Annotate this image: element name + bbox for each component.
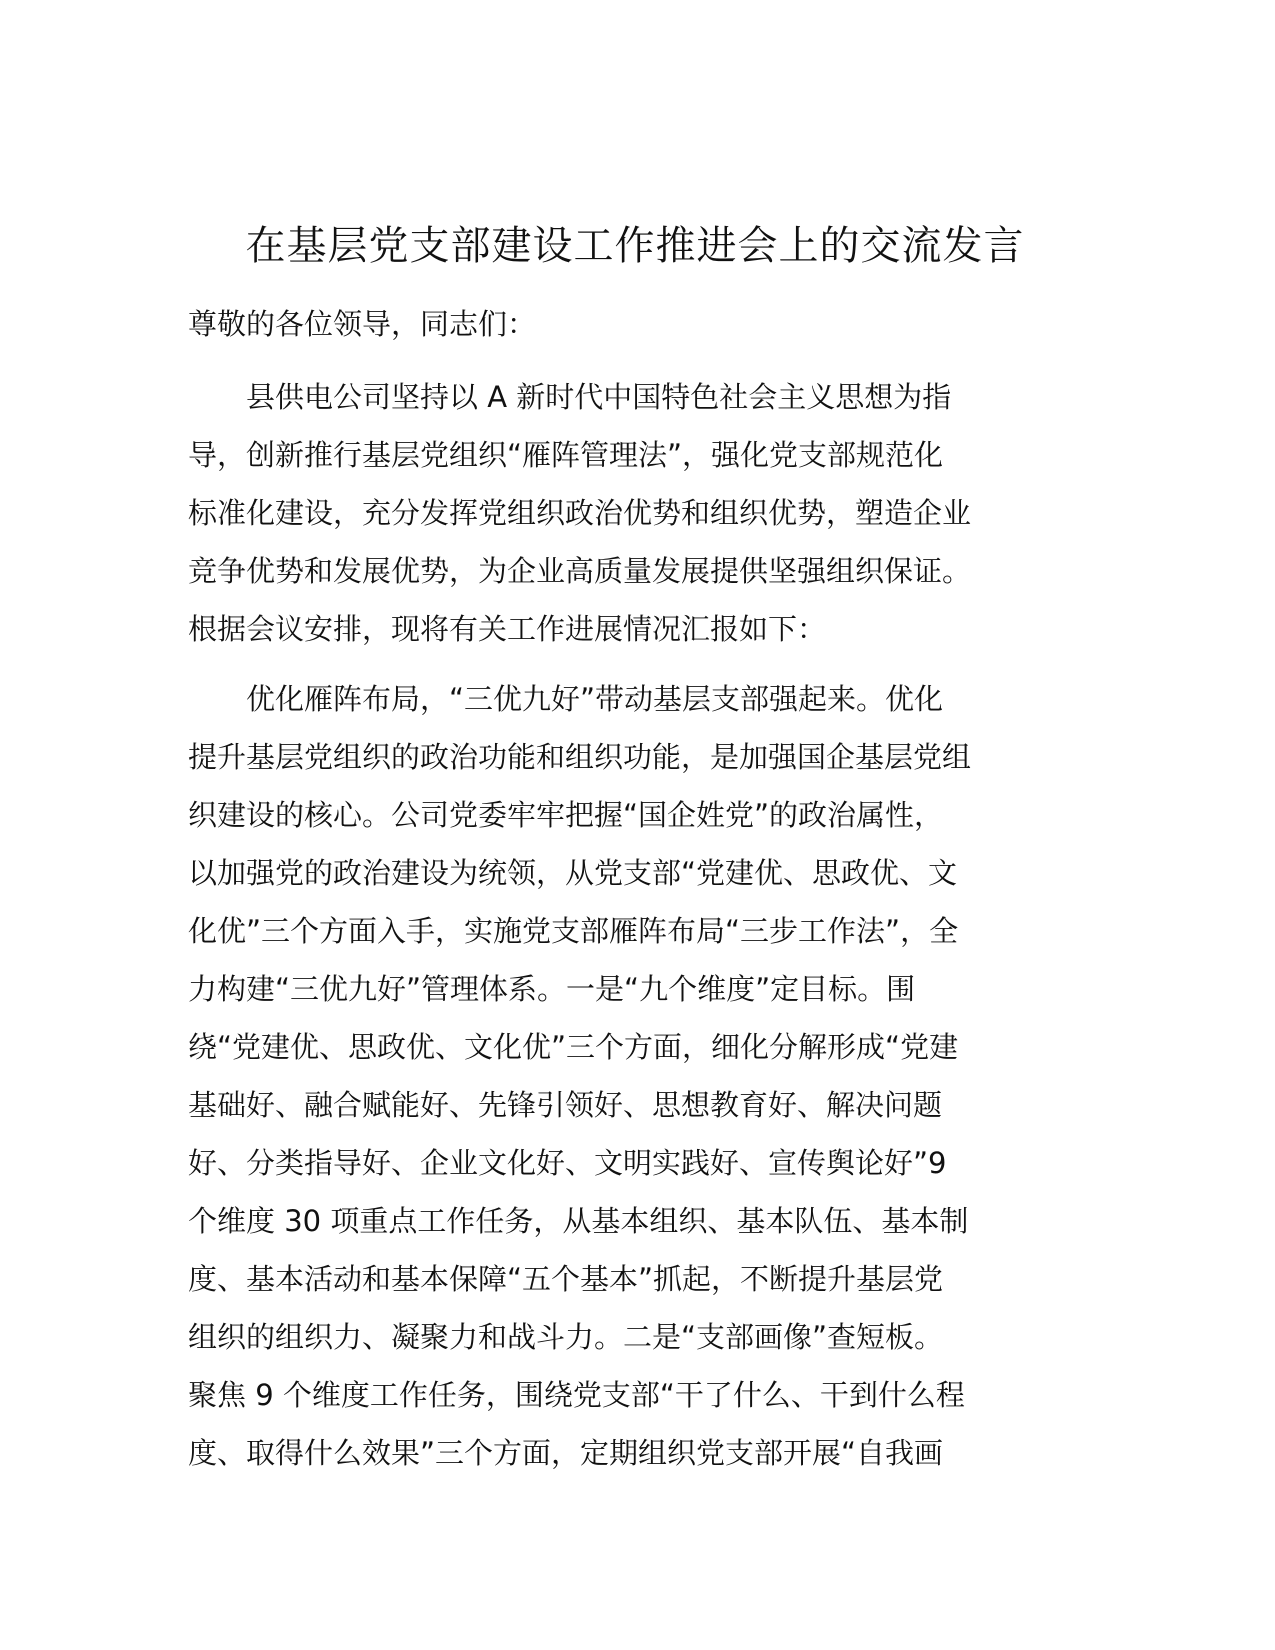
salutation: 尊敬的各位领导，同志们： [188,307,537,341]
text-line: 度、取得什么效果”三个方面，定期组织党支部开展“自我画 [188,1436,944,1470]
text-line: 化优”三个方面入手，实施党支部雁阵布局“三步工作法”，全 [188,914,959,948]
text-line: 聚焦 9 个维度工作任务，围绕党支部“干了什么、干到什么程 [188,1378,965,1412]
text-line: 县供电公司坚持以 A 新时代中国特色社会主义思想为指 [188,380,952,414]
paragraph-goose-formation [188,670,1088,1482]
text-line: 度、基本活动和基本保障“五个基本”抓起，不断提升基层党 [188,1262,944,1296]
text-line: 标准化建设，充分发挥党组织政治优势和组织优势，塑造企业 [188,496,972,530]
text-line: 组织的组织力、凝聚力和战斗力。二是“支部画像”查短板。 [188,1320,944,1354]
text-line: 竞争优势和发展优势，为企业高质量发展提供坚强组织保证。 [188,554,972,588]
text-line: 绕“党建优、思政优、文化优”三个方面，细化分解形成“党建 [188,1030,959,1064]
paragraph-intro [188,368,1088,658]
text-line: 基础好、融合赋能好、先锋引领好、思想教育好、解决问题 [188,1088,943,1122]
text-line: 力构建“三优九好”管理体系。一是“九个维度”定目标。围 [188,972,916,1006]
text-line: 提升基层党组织的政治功能和组织功能，是加强国企基层党组 [188,740,972,774]
text-line: 导，创新推行基层党组织“雁阵管理法”，强化党支部规范化 [188,438,944,472]
text-line: 优化雁阵布局，“三优九好”带动基层支部强起来。优化 [188,682,944,716]
text-line: 好、分类指导好、企业文化好、文明实践好、宣传舆论好”9 [188,1146,947,1180]
text-line: 个维度 30 项重点工作任务，从基本组织、基本队伍、基本制 [188,1204,969,1238]
text-line: 以加强党的政治建设为统领，从党支部“党建优、思政优、文 [188,856,958,890]
text-line: 织建设的核心。公司党委牢牢把握“国企姓党”的政治属性， [188,798,944,832]
document-title: 在基层党支部建设工作推进会上的交流发言 [245,223,1025,269]
text-line: 根据会议安排，现将有关工作进展情况汇报如下： [188,612,827,646]
